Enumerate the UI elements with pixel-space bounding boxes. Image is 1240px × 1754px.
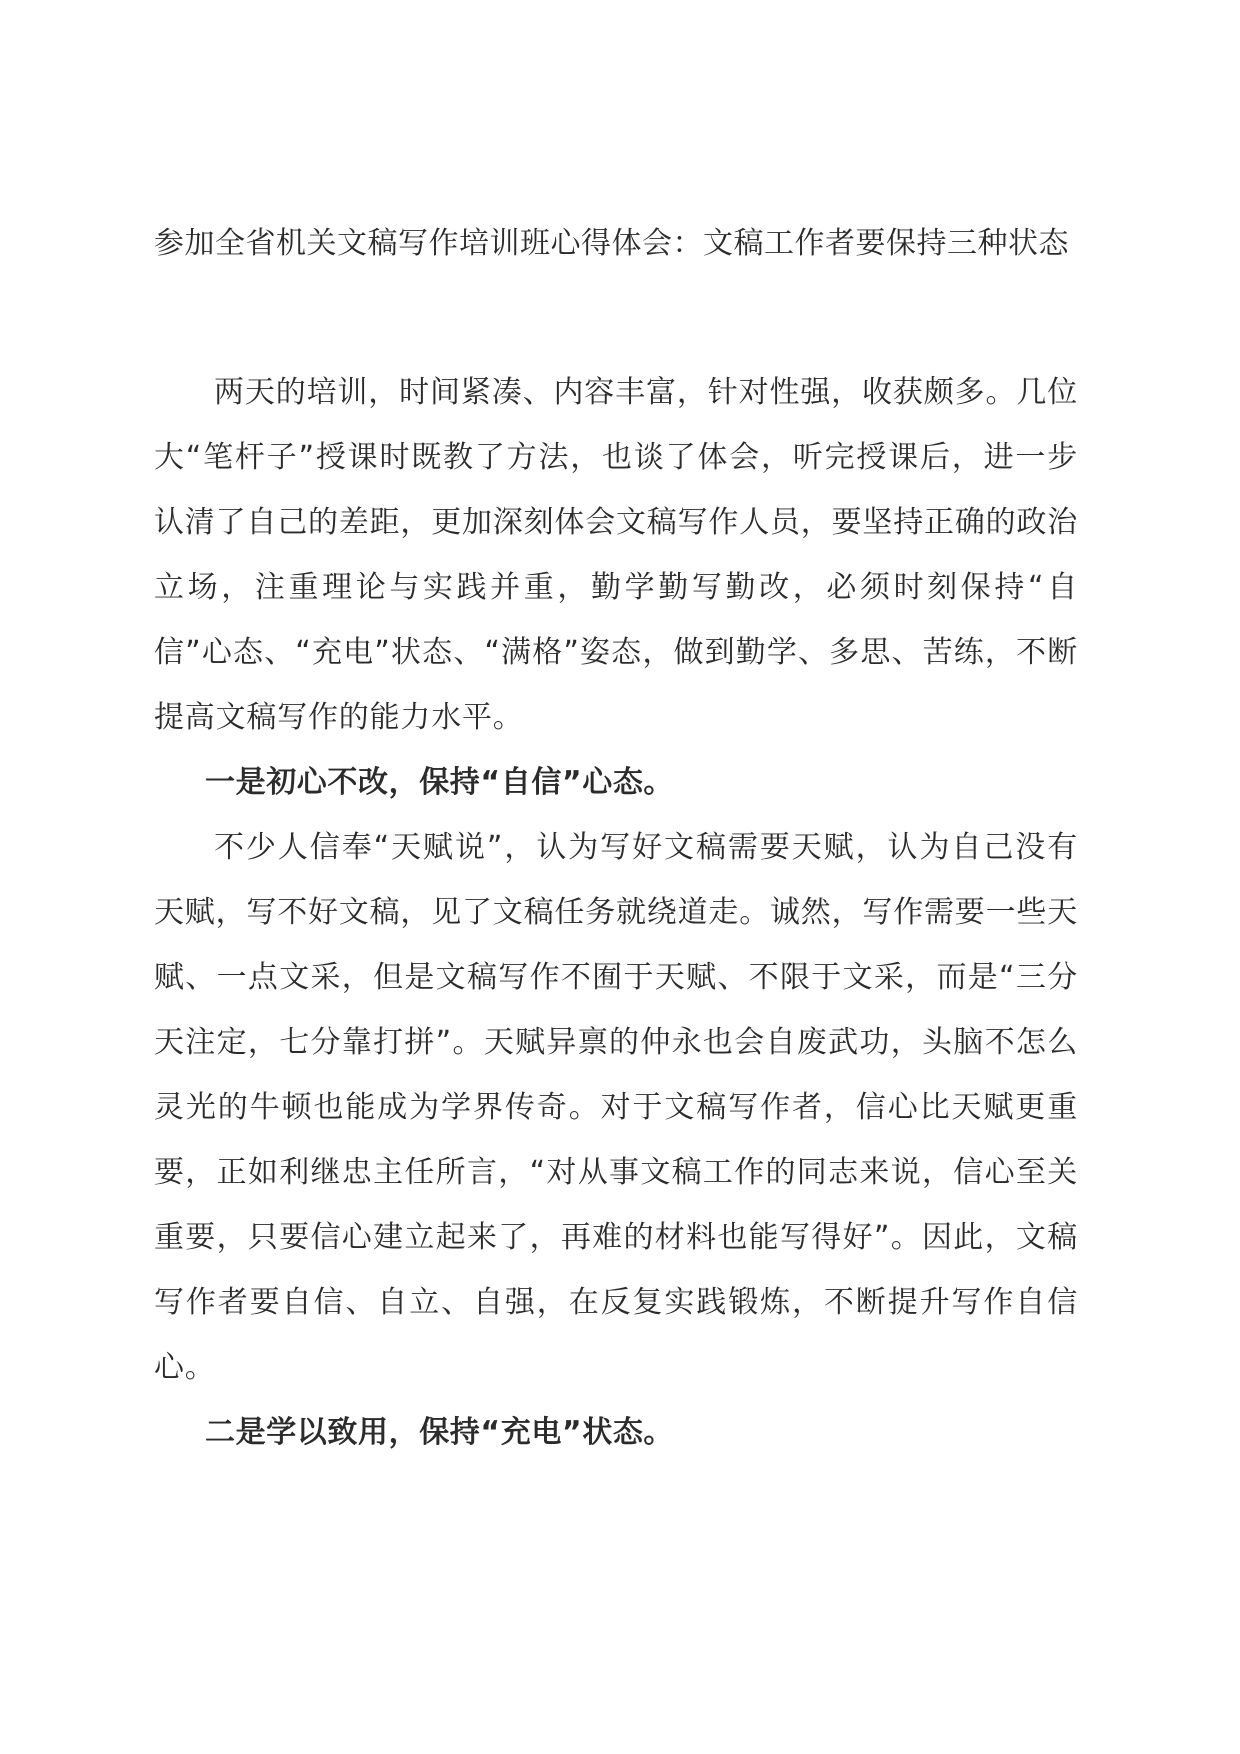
section-1-paragraph: 不少人信奉“天赋说”，认为写好文稿需要天赋，认为自己没有天赋，写不好文稿，见了文稿任务就绕道走。诚然，写作需要一些天赋、一点文采，但是文稿写作不囿于天赋、不限于文采，而是“三分天注定，七分靠打拼”。天赋异禀的仲永也会自废武功，头脑不怎么灵光的牛顿也能成为学界传奇。对于文稿写作者，信心比天赋更重要，正如利继忠主任所言，“对从事文稿工作的同志来说，信心至关重要，只要信心建立起来了，再难的材料也能写得好”。因此，文稿写作者要自信、自立、自强，在反复实践锻炼，不断提升写作自信心。	[154, 830, 1078, 1385]
intro-paragraph: 两天的培训，时间紧凑、内容丰富，针对性强，收获颇多。几位大“笔杆子”授课时既教了方法，也谈了体会，听完授课后，进一步认清了自己的差距，更加深刻体会文稿写作人员，要坚持正确的政治立场，注重理论与实践并重，勤学勤写勤改，必须时刻保持“自信”心态、“充电”状态、“满格”姿态，做到勤学、多思、苦练，不断提高文稿写作的能力水平。	[154, 375, 1078, 735]
section-heading-1: 一是初心不改，保持“自信”心态。	[205, 765, 675, 800]
section-heading-2: 二是学以致用，保持“充电”状态。	[205, 1415, 675, 1450]
document-title: 参加全省机关文稿写作培训班心得体会：文稿工作者要保持三种状态	[154, 226, 1069, 261]
